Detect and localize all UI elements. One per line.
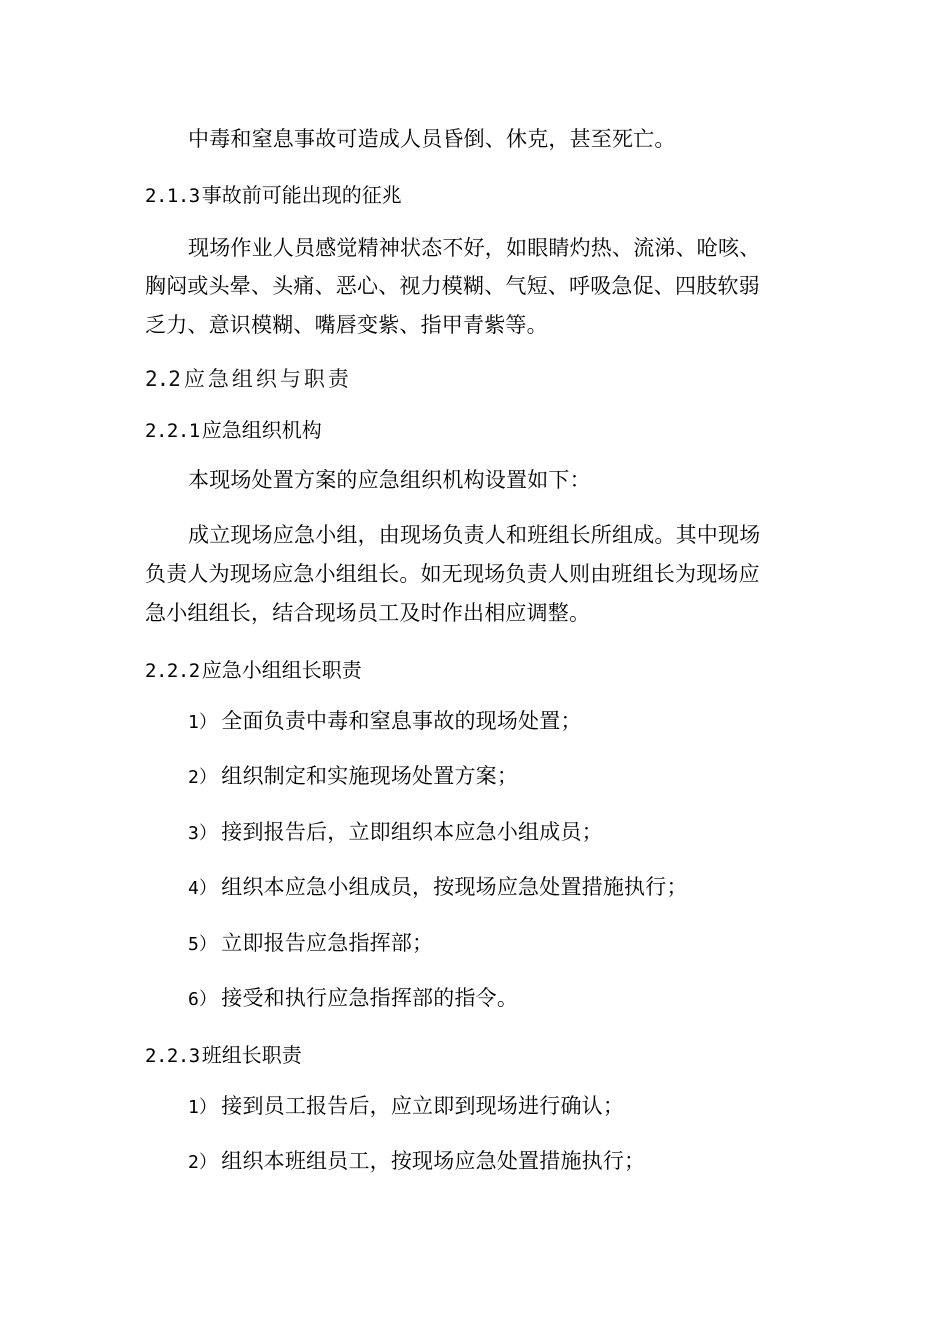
list-item [188,707,582,737]
section-2-2-1-heading [145,416,322,445]
list-item-text: 组织本班组员工，按现场应急处置措施执行； [221,1149,646,1173]
list-item-number: 2） [188,767,218,788]
list-item-text: 接到报告后，立即组织本应急小组成员； [221,820,603,844]
section-2-2-heading [145,365,352,393]
section-number: 2.2.2 [145,660,200,682]
list-item-text: 接受和执行应急指挥部的指令。 [221,986,519,1010]
list-item-number: 6） [188,989,218,1010]
section-number: 2.1.3 [145,185,200,207]
list-item [188,873,688,903]
section-title: 事故前可能出现的征兆 [201,183,402,207]
list-item-text: 接到员工报告后，应立即到现场进行确认； [221,1094,625,1118]
section-title: 应急小组组长职责 [201,658,362,682]
paragraph-line: 乏力、意识模糊、嘴唇变紫、指甲青紫等。 [145,313,548,337]
paragraph-line: 本现场处置方案的应急组织机构设置如下： [188,468,591,492]
list-item-text: 组织本应急小组成员，按现场应急处置措施执行； [221,875,688,899]
section-2-2-3-heading [145,1041,302,1070]
list-item [188,984,518,1014]
list-item-number: 1） [188,712,218,733]
list-item [188,762,518,792]
section-number: 2.2.1 [145,420,200,442]
section-number: 2.2.3 [145,1045,200,1067]
list-item [188,1147,645,1177]
list-item-number: 5） [188,934,218,955]
list-item-number: 3） [188,823,218,844]
paragraph-line: 成立现场应急小组，由现场负责人和班组长所组成。其中现场 [188,523,761,547]
paragraph-line: 急小组组长，结合现场员工及时作出相应调整。 [145,601,591,625]
list-item-number: 1） [188,1097,218,1118]
list-item-text: 全面负责中毒和窒息事故的现场处置； [221,709,582,733]
section-number: 2.2 [145,367,180,391]
list-item-number: 2） [188,1152,218,1173]
intro-paragraph: 中毒和窒息事故可造成人员昏倒、休克，甚至死亡。 [188,127,676,151]
list-item-text: 立即报告应急指挥部； [221,931,434,955]
section-title: 应急组织机构 [201,418,322,442]
section-2-2-2-heading [145,656,362,685]
section-title: 班组长职责 [201,1043,302,1067]
list-item-text: 组织制定和实施现场处置方案； [221,764,519,788]
list-item [188,1092,624,1122]
section-2-1-3-heading [145,181,402,210]
list-item-number: 4） [188,878,218,899]
paragraph-line: 现场作业人员感觉精神状态不好，如眼睛灼热、流涕、呛咳、 [188,236,761,260]
paragraph-line: 胸闷或头晕、头痛、恶心、视力模糊、气短、呼吸急促、四肢软弱 [145,274,760,298]
list-item [188,929,433,959]
paragraph-line: 负责人为现场应急小组组长。如无现场负责人则由班组长为现场应 [145,562,760,586]
list-item [188,818,603,848]
section-title: 应急组织与职责 [183,367,352,391]
